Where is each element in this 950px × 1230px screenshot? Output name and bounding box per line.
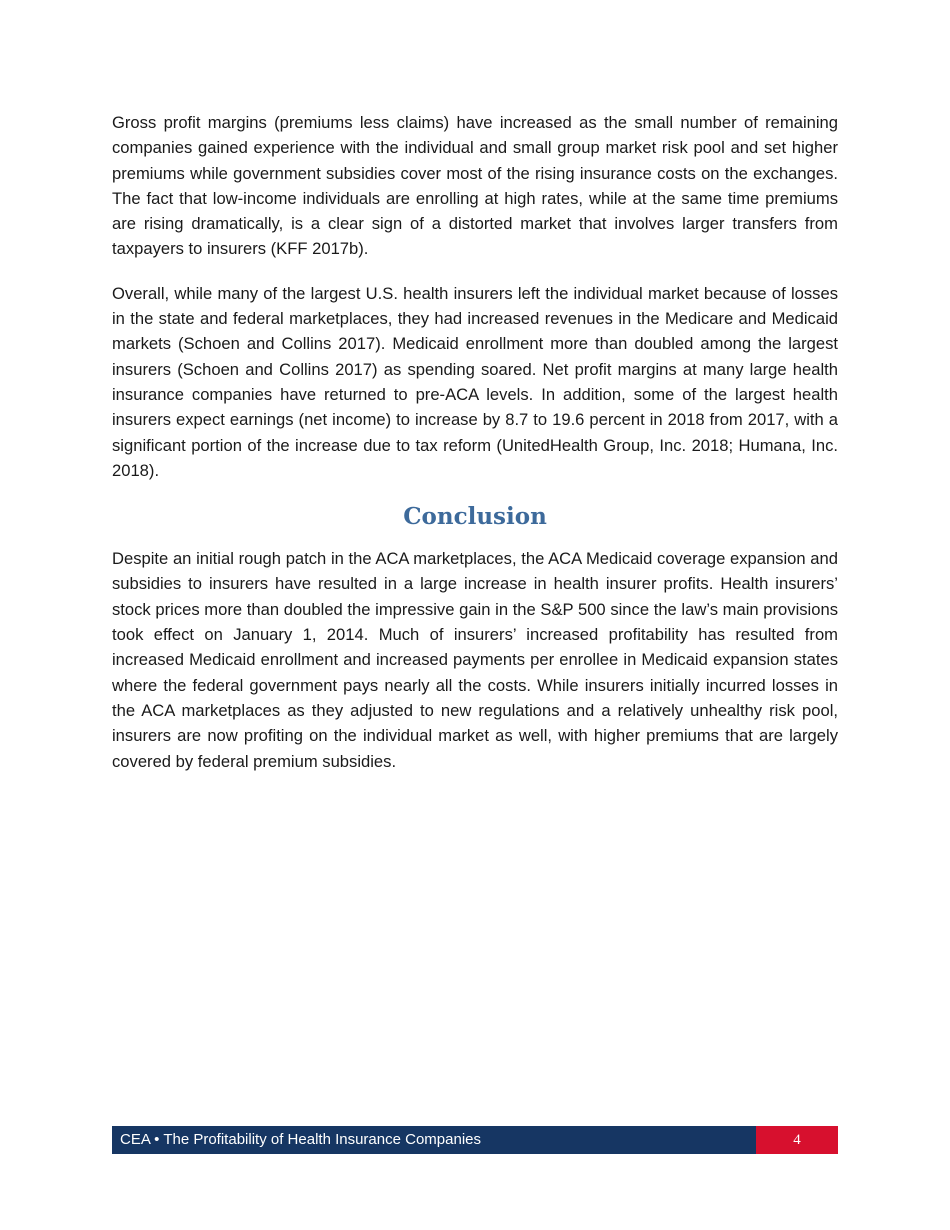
footer-title: CEA • The Profitability of Health Insurance Companies [112,1126,756,1154]
page-number: 4 [756,1126,838,1154]
body-paragraph-1: Gross profit margins (premiums less claims) have increased as the small number of remaining companies gained experience with the individual and small group market risk pool and set higher premiums while government subsidies cover most of the rising insurance costs on the exchanges. The fact that low-income individuals are enrolling at high rates, while at the same time premiums are rising dramatically, is a clear sign of a distorted market that involves larger transfers from taxpayers to insurers (KFF 2017b). [112,113,838,259]
conclusion-heading: Conclusion [403,503,547,531]
page-footer [112,1126,838,1154]
conclusion-paragraph: Despite an initial rough patch in the ACA marketplaces, the ACA Medicaid coverage expansion and subsidies to insurers have resulted in a large increase in health insurer profits. Health insurers’ stock prices more than doubled the impressive gain in the S&P 500 since the law’s main provisions took effect on January 1, 2014. Much of insurers’ increased profitability has resulted from increased Medicaid enrollment and increased payments per enrollee in Medicaid expansion states where the federal government pays nearly all the costs. While insurers initially incurred losses in the ACA marketplaces as they adjusted to new regulations and a relatively unhealthy risk pool, insurers are now profiting on the individual market as well, with higher premiums that are largely covered by federal premium subsidies. [112,549,838,771]
body-paragraph-2: Overall, while many of the largest U.S. health insurers left the individual market because of losses in the state and federal marketplaces, they had increased revenues in the Medicare and Medicaid markets (Schoen and Collins 2017). Medicaid enrollment more than doubled among the largest insurers (Schoen and Collins 2017) as spending soared. Net profit margins at many large health insurance companies have returned to pre-ACA levels. In addition, some of the largest health insurers expect earnings (net income) to increase by 8.7 to 19.6 percent in 2018 from 2017, with a significant portion of the increase due to tax reform (UnitedHealth Group, Inc. 2018; Humana, Inc. 2018). [112,283,838,480]
page-content [112,110,838,793]
